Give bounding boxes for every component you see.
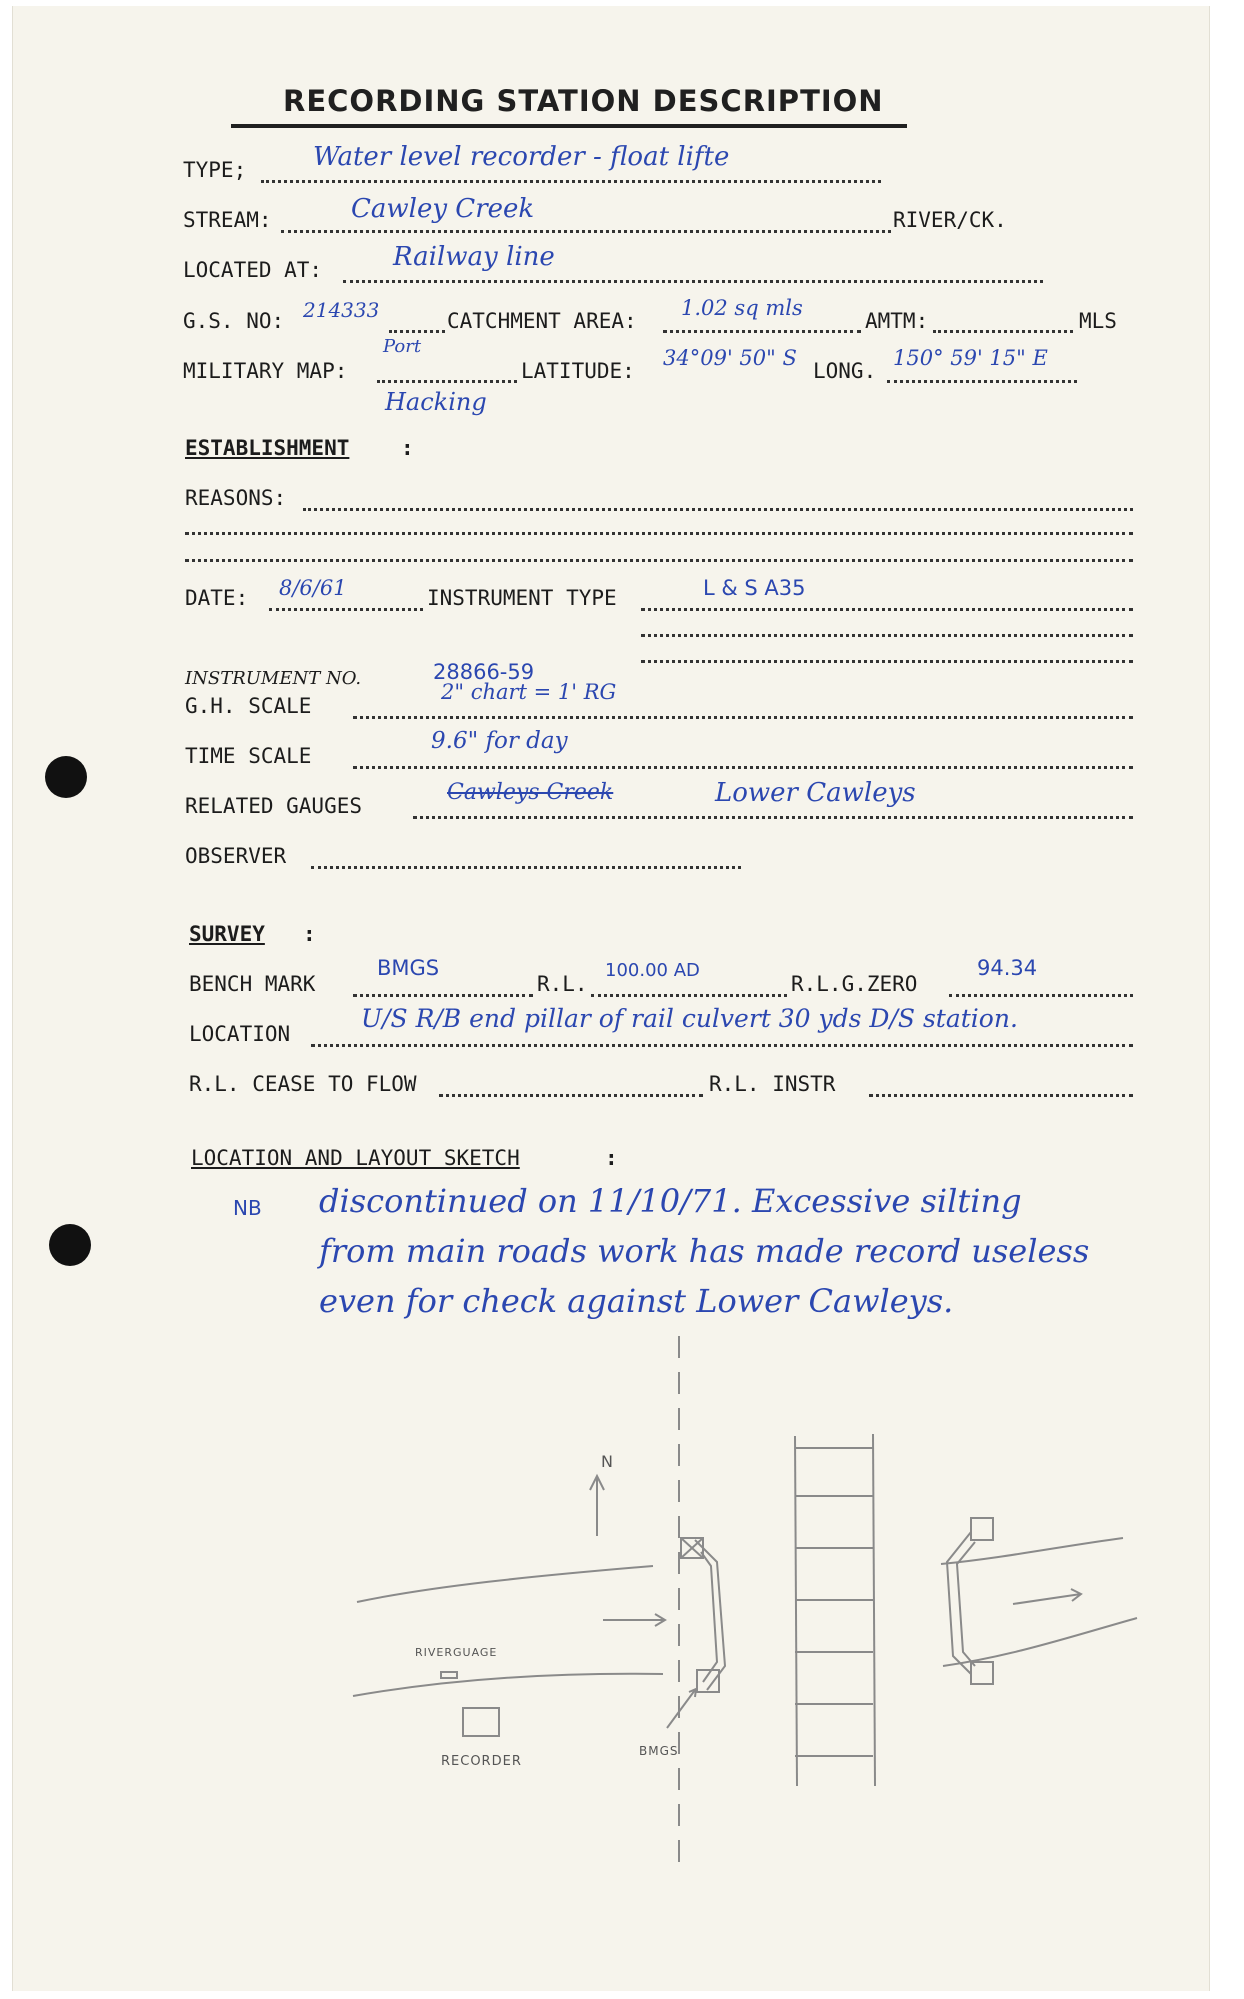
related-gauges-label: RELATED GAUGES — [185, 794, 363, 818]
type-value: Water level recorder - float lifte — [313, 142, 730, 172]
date-value: 8/6/61 — [279, 576, 347, 600]
date-label: DATE: — [185, 586, 249, 610]
rail-left — [795, 1436, 797, 1786]
note-line-1: discontinued on 11/10/71. Excessive silting — [319, 1182, 1022, 1220]
pillar-right-top — [971, 1518, 993, 1540]
mls-label: MLS — [1079, 309, 1117, 333]
catchment-value: 1.02 sq mls — [681, 296, 803, 320]
note-line-2: from main roads work has made record useless — [319, 1232, 1090, 1270]
bench-mark-value: BMGS — [377, 956, 440, 980]
punch-hole-lower — [49, 1224, 91, 1266]
long-value: 150° 59' 15" E — [893, 346, 1048, 370]
form-page — [12, 6, 1210, 1991]
stream-value: Cawley Creek — [351, 194, 535, 224]
form-title: RECORDING STATION DESCRIPTION — [283, 84, 884, 118]
gs-no-value: 214333 — [303, 298, 380, 322]
location-label: LOCATION — [189, 1022, 291, 1046]
instrument-no-value: 28866-59 — [433, 660, 535, 684]
reasons-label: REASONS: — [185, 486, 287, 510]
cease-to-flow-label: R.L. CEASE TO FLOW — [189, 1072, 417, 1096]
bmgs-label: BMGS — [639, 1744, 679, 1758]
rlg-zero-value: 94.34 — [977, 956, 1038, 980]
establishment-heading-colon: : — [401, 436, 414, 460]
sketch-heading: LOCATION AND LAYOUT SKETCH — [191, 1146, 520, 1170]
location-value: U/S R/B end pillar of rail culvert 30 yds D/S station. — [361, 1004, 1018, 1033]
located-at-value: Railway line — [393, 242, 555, 272]
bench-mark-label: BENCH MARK — [189, 972, 316, 996]
located-at-label: LOCATED AT: — [183, 258, 323, 282]
time-scale-value: 9.6" for day — [431, 728, 568, 754]
river-gauge-mark — [441, 1672, 457, 1678]
amtm-label: AMTM: — [865, 309, 929, 333]
military-map-value-2: Hacking — [385, 388, 487, 416]
punch-hole-upper — [45, 756, 87, 798]
creek-bank-upper-left — [357, 1566, 653, 1602]
rl-instr-label: R.L. INSTR — [709, 1072, 836, 1096]
latitude-value: 34°09' 50" S — [663, 346, 797, 370]
military-map-label: MILITARY MAP: — [183, 359, 348, 383]
rail-right — [873, 1434, 875, 1786]
latitude-label: LATITUDE: — [521, 359, 635, 383]
flow-arrow-right — [1013, 1594, 1081, 1604]
gs-no-label: G.S. NO: — [183, 309, 285, 333]
sketch-heading-colon: : — [605, 1146, 618, 1170]
layout-sketch — [13, 6, 1209, 1991]
creek-bank-lower-left — [353, 1674, 663, 1696]
establishment-heading: ESTABLISHMENT — [185, 436, 350, 460]
related-gauges-value: Lower Cawleys — [715, 778, 916, 808]
gh-scale-label: G.H. SCALE — [185, 694, 312, 718]
creek-bank-lower-right — [943, 1618, 1137, 1666]
related-gauges-struck: Cawleys Creek — [447, 780, 614, 805]
stream-label: STREAM: — [183, 208, 272, 232]
observer-label: OBSERVER — [185, 844, 287, 868]
note-line-3: even for check against Lower Cawleys. — [319, 1282, 954, 1320]
rl-value: 100.00 AD — [605, 960, 700, 981]
instrument-type-value: L & S A35 — [703, 576, 806, 600]
military-map-value-1: Port — [383, 336, 422, 357]
headwall-left-outer — [695, 1540, 725, 1690]
river-gauge-label: RIVERGUAGE — [415, 1646, 498, 1659]
instrument-no-label: INSTRUMENT NO. — [185, 668, 362, 689]
catchment-label: CATCHMENT AREA: — [447, 309, 637, 333]
north-label: N — [601, 1452, 614, 1471]
rlg-zero-label: R.L.G.ZERO — [791, 972, 918, 996]
bmgs-pointer — [667, 1690, 695, 1728]
river-ck-label: RIVER/CK. — [893, 208, 1007, 232]
type-label: TYPE; — [183, 158, 247, 182]
instrument-type-label: INSTRUMENT TYPE — [427, 586, 617, 610]
note-nb: NB — [233, 1196, 262, 1220]
gh-scale-value: 2" chart = 1' RG — [441, 680, 617, 704]
survey-heading: SURVEY — [189, 922, 265, 946]
rl-label: R.L. — [537, 972, 588, 996]
survey-heading-colon: : — [303, 922, 316, 946]
time-scale-label: TIME SCALE — [185, 744, 312, 768]
recorder-label: RECORDER — [441, 1754, 522, 1769]
long-label: LONG. — [813, 359, 877, 383]
headwall-left-inner — [701, 1552, 717, 1682]
recorder-box — [463, 1708, 499, 1736]
